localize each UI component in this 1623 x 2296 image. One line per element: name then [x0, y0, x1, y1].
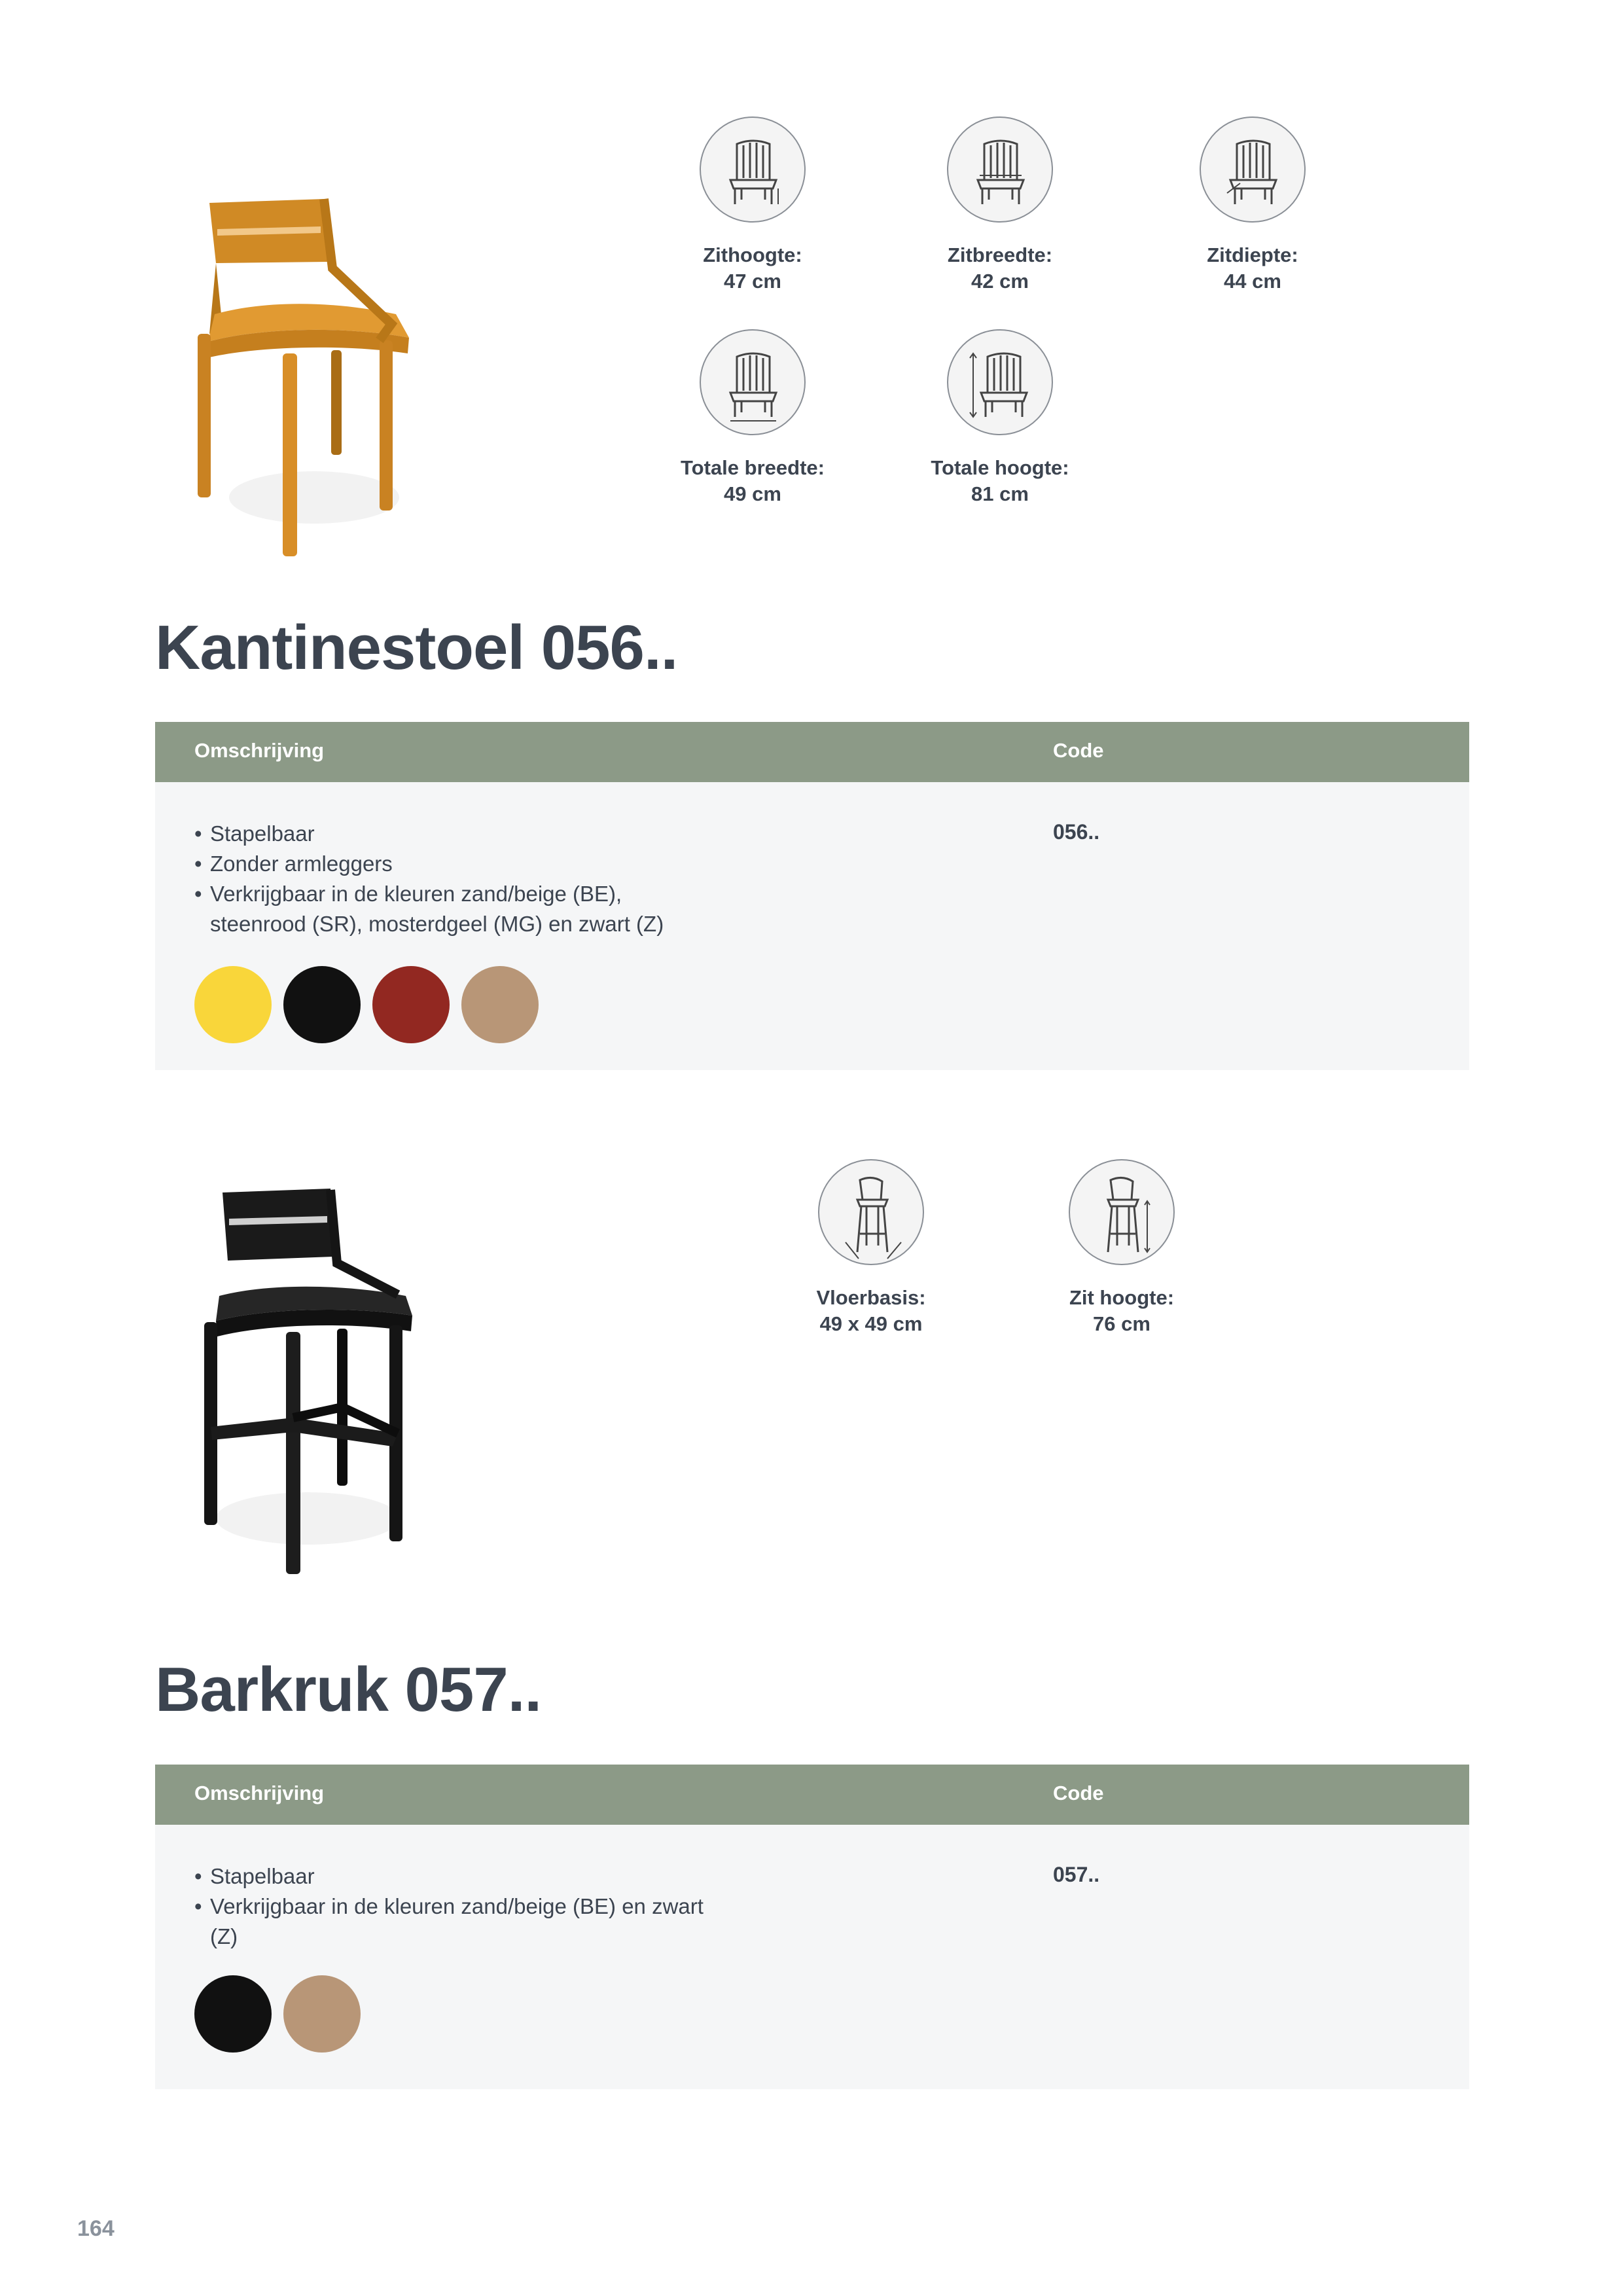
spec-floor-base — [773, 1159, 969, 1337]
column-header-description: Omschrijving — [194, 739, 325, 762]
table-header — [155, 722, 1469, 782]
spec-value: 81 cm — [971, 482, 1029, 505]
product-photo-black-bar-stool — [190, 1185, 438, 1577]
spec-label: Vloerbasis: — [816, 1286, 926, 1309]
spec-value: 44 cm — [1224, 270, 1281, 293]
chair-seat-depth-icon — [1200, 117, 1306, 223]
stool-floor-base-icon — [818, 1159, 924, 1265]
product-code: 057.. — [1053, 1863, 1100, 1886]
page-number: 164 — [77, 2216, 115, 2241]
spec-total-height — [902, 329, 1098, 507]
spec-label: Zithoogte: — [703, 243, 802, 266]
spec-seat-height — [654, 117, 851, 295]
spec-value: 47 cm — [724, 270, 781, 293]
chair-seat-width-icon — [947, 117, 1053, 223]
color-swatch-stone-red[interactable] — [372, 966, 450, 1043]
color-swatch-black[interactable] — [283, 966, 361, 1043]
list-item: • Verkrijgbaar in de kleuren zand/beige (BE), steenrood (SR), mosterdgeel (MG) en zwart (Z) — [194, 879, 707, 939]
spec-value: 49 cm — [724, 482, 781, 505]
product-code: 056.. — [1053, 820, 1100, 844]
spec-value: 49 x 49 cm — [819, 1312, 923, 1335]
column-header-code: Code — [1053, 1782, 1104, 1804]
chair-seat-height-icon — [700, 117, 806, 223]
spec-value: 76 cm — [1093, 1312, 1150, 1335]
column-header-description: Omschrijving — [194, 1782, 325, 1804]
spec-seat-depth — [1154, 117, 1351, 295]
list-item: • Zonder armleggers — [194, 849, 707, 879]
product-table — [155, 722, 1469, 1070]
table-body — [155, 1825, 1469, 2089]
product-photo-orange-chair — [183, 190, 445, 556]
spec-stool-seat-height — [1024, 1159, 1220, 1337]
feature-list — [194, 1861, 707, 1952]
color-swatch-mustard-yellow[interactable] — [194, 966, 272, 1043]
feature-list — [194, 819, 707, 939]
spec-value: 42 cm — [971, 270, 1029, 293]
chair-total-height-icon — [947, 329, 1053, 435]
list-item: • Verkrijgbaar in de kleuren zand/beige (BE) en zwart (Z) — [194, 1892, 707, 1952]
product-table — [155, 1765, 1469, 2089]
color-swatch-sand-beige[interactable] — [461, 966, 539, 1043]
product-title: Barkruk 057.. — [155, 1655, 542, 1725]
list-item: • Stapelbaar — [194, 819, 707, 849]
product-title: Kantinestoel 056.. — [155, 613, 678, 683]
column-header-code: Code — [1053, 739, 1104, 762]
spec-label: Zit hoogte: — [1069, 1286, 1175, 1309]
stool-seat-height-icon — [1069, 1159, 1175, 1265]
spec-total-width — [654, 329, 851, 507]
spec-seat-width — [902, 117, 1098, 295]
spec-label: Totale breedte: — [681, 456, 825, 479]
color-swatch-black[interactable] — [194, 1975, 272, 2053]
table-body — [155, 782, 1469, 1070]
list-item: • Stapelbaar — [194, 1861, 707, 1892]
spec-label: Totale hoogte: — [931, 456, 1069, 479]
color-swatch-sand-beige[interactable] — [283, 1975, 361, 2053]
chair-total-width-icon — [700, 329, 806, 435]
spec-label: Zitdiepte: — [1207, 243, 1298, 266]
table-header — [155, 1765, 1469, 1825]
spec-label: Zitbreedte: — [947, 243, 1053, 266]
